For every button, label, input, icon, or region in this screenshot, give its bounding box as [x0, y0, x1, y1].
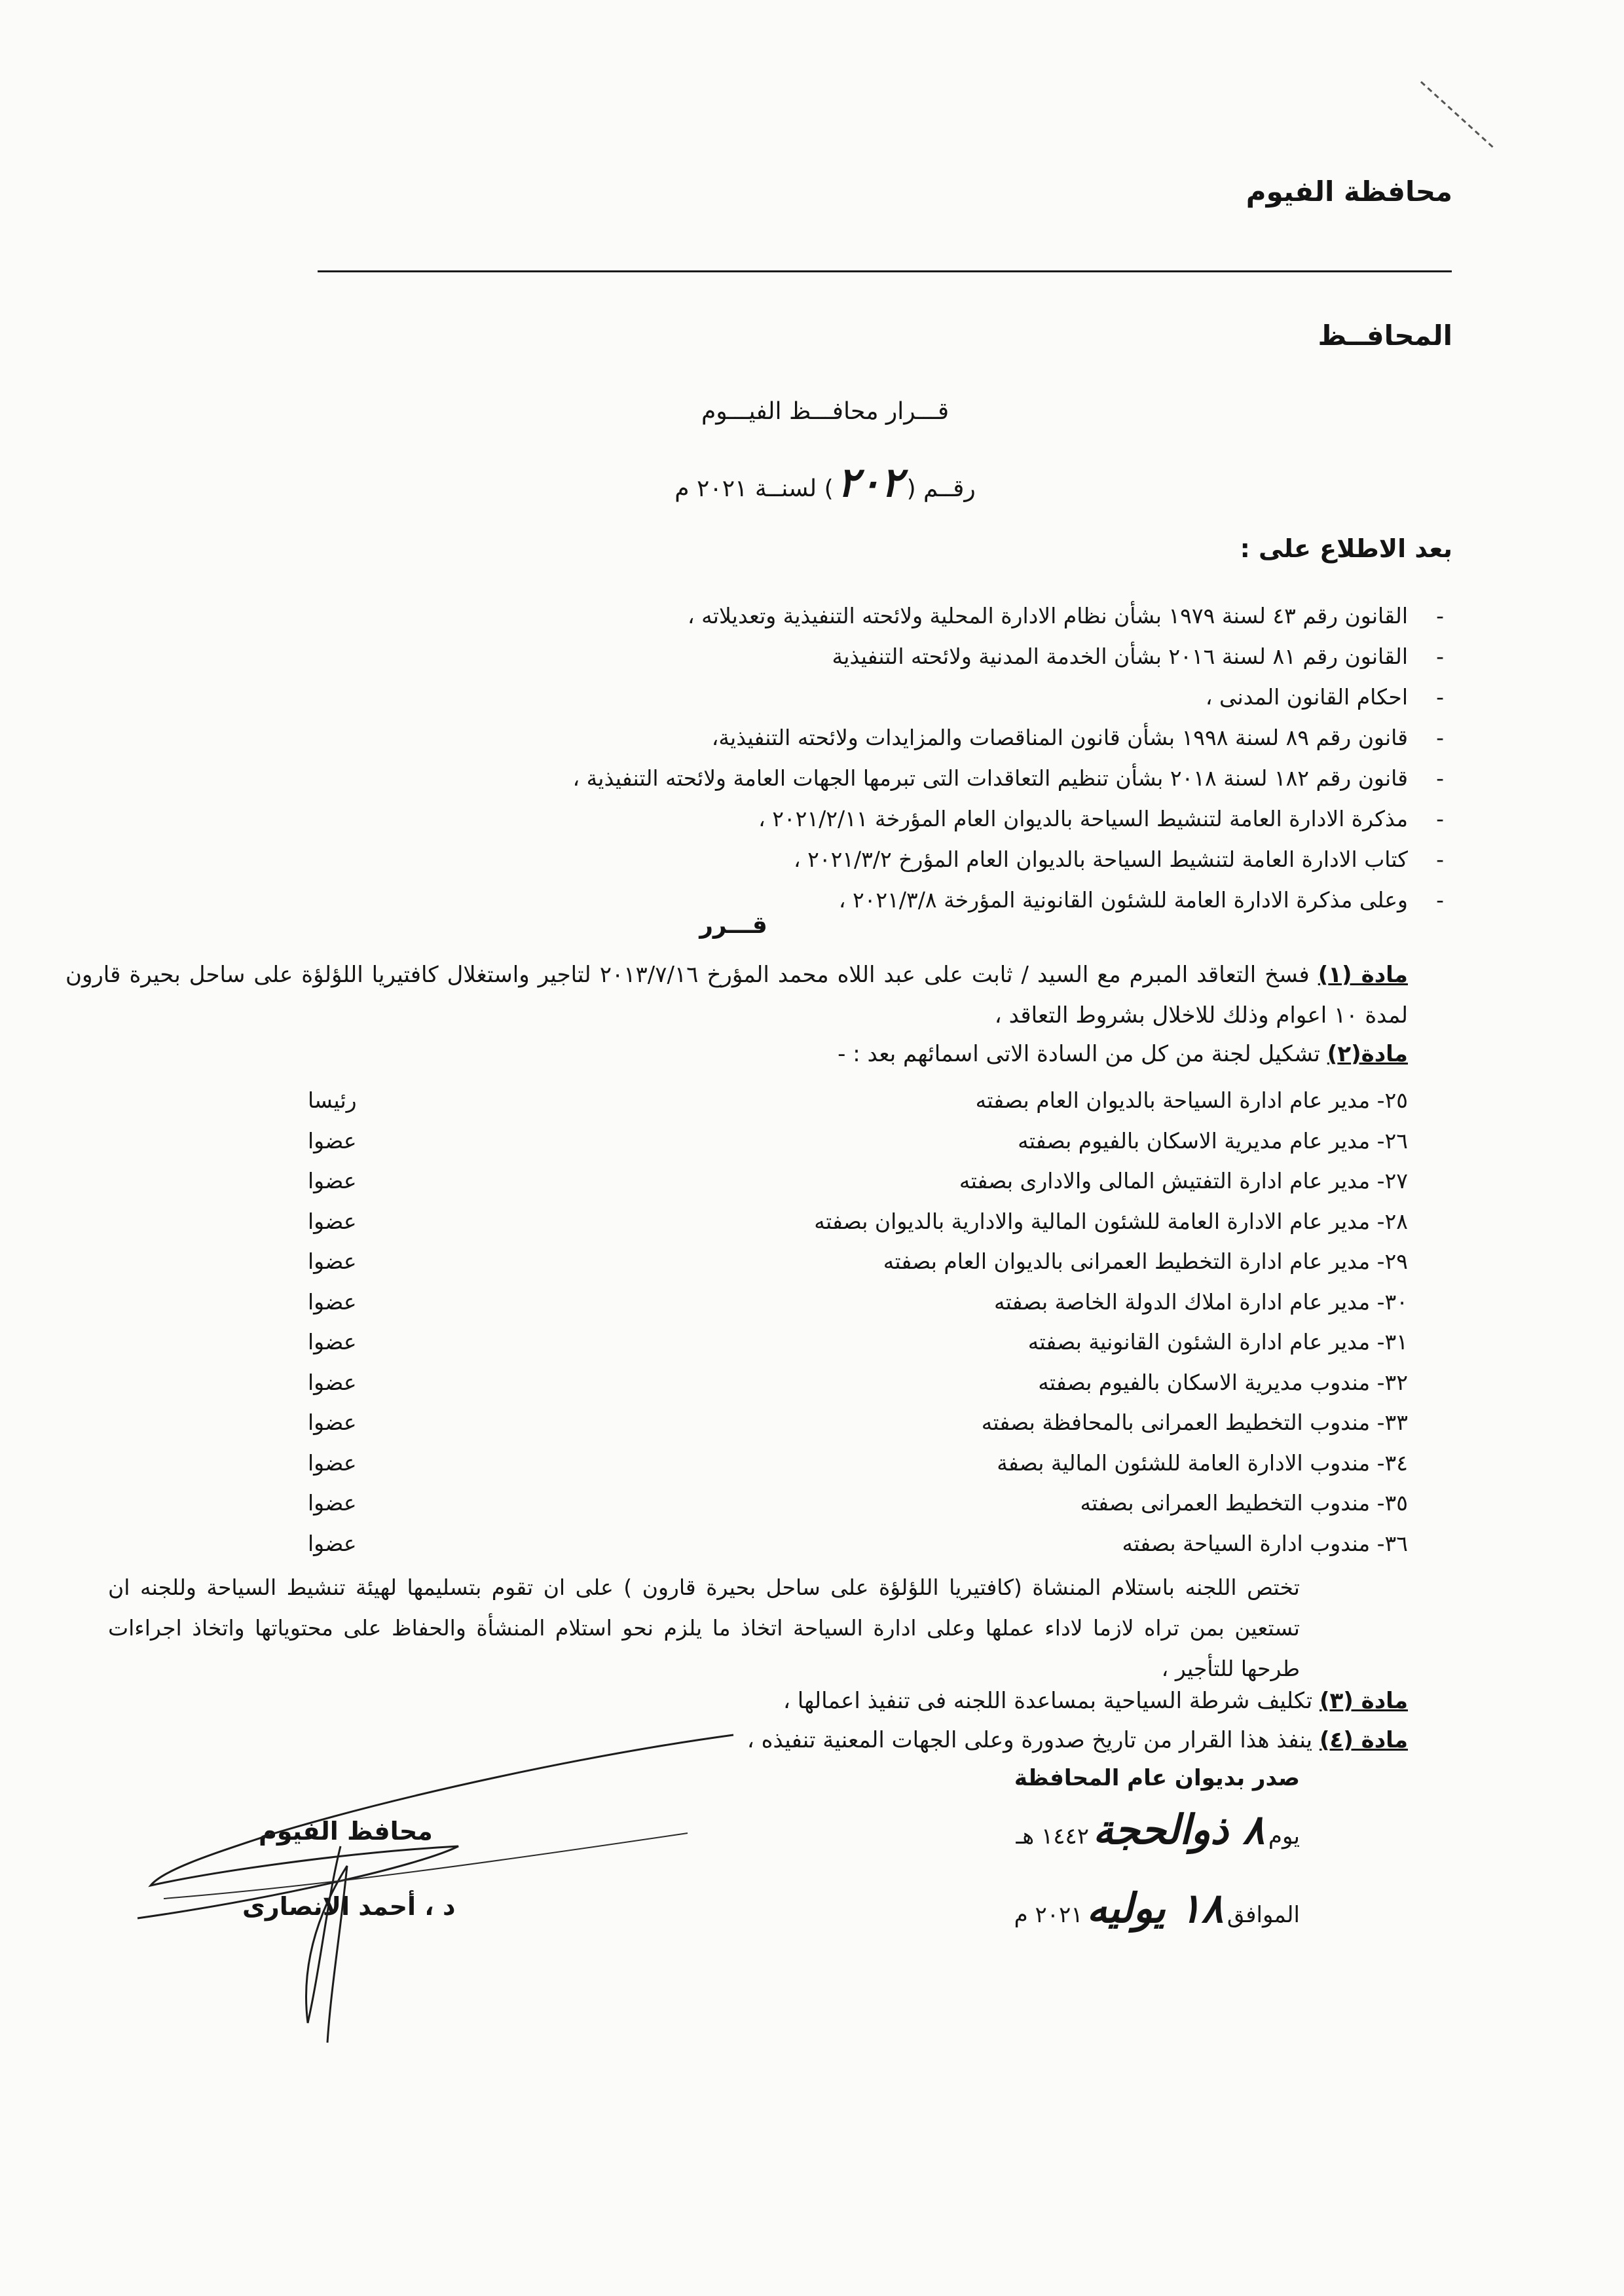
member-title: ٢٦- مدير عام مديرية الاسكان بالفيوم بصفته: [1018, 1127, 1408, 1154]
decree-number-handwritten: ٢٠٢: [837, 458, 903, 506]
member-role: عضوا: [308, 1490, 357, 1516]
member-title: ٣٦- مندوب ادارة السياحة بصفته: [1122, 1530, 1408, 1556]
member-title: ٣٢- مندوب مديرية الاسكان بالفيوم بصفته: [1038, 1369, 1408, 1395]
hijri-year: ١٤٤٢ هـ: [1016, 1823, 1090, 1850]
reference-item: - كتاب الادارة العامة لتنشيط السياحة بالديوان العام المؤرخ ٢٠٢١/٣/٢ ،: [572, 839, 1444, 880]
article-3-text: تكليف شرطة السياحية بمساعدة اللجنه فى تنفيذ اعمالها ،: [783, 1688, 1313, 1714]
reference-item: - احكام القانون المدنى ،: [572, 677, 1444, 718]
issued-at: صدر بديوان عام المحافظة: [1014, 1765, 1300, 1791]
governorate-header: محافظة الفيوم: [1246, 175, 1452, 208]
reference-item: - مذكرة الادارة العامة لتنشيط السياحة بالديوان العام المؤرخة ٢٠٢١/٢/١١ ،: [572, 799, 1444, 839]
committee-mandate: تختص اللجنه باستلام المنشاة (كافتيريا اللؤلؤة على ساحل بحيرة قارون ) على ان تقوم بتسليمها لهيئة تنشيط السياحة وللجنه ان تستعين بمن تراه لازما لاداء عملها وعلى ادارة السياحة اتخاذ ما يلزم نحو استلام المنشأة والحفاظ على محتوياتها واتخاذ اجراءات طرحها للتأجير ،: [108, 1575, 1300, 1681]
signature-icon: [138, 1735, 733, 1918]
corner-mark-icon: [1421, 82, 1493, 147]
reference-item: - وعلى مذكرة الادارة العامة للشئون القانونية المؤرخة ٢٠٢١/٣/٨ ،: [572, 880, 1444, 920]
member-role: عضوا: [308, 1208, 357, 1234]
decree-number-mid: ) لسنــة: [754, 475, 834, 502]
article-4-text: ينفذ هذا القرار من تاريخ صدورة وعلى الجهات المعنية تنفيذه ،: [747, 1727, 1313, 1753]
signer-name: د ، أحمد الانصارى: [242, 1892, 456, 1921]
article-2-text: تشكيل لجنة من كل من السادة الاتى اسمائهم بعد : -: [838, 1041, 1320, 1067]
member-title: ٣١- مدير عام ادارة الشئون القانونية بصفته: [1027, 1329, 1408, 1355]
member-role: عضوا: [308, 1127, 357, 1154]
decree-number-prefix: رقــم (: [906, 475, 976, 502]
member-role: عضوا: [308, 1248, 357, 1274]
reference-item: - قانون رقم ٨٩ لسنة ١٩٩٨ بشأن قانون المناقصات والمزايدات ولائحته التنفيذية،: [572, 718, 1444, 758]
member-role: عضوا: [308, 1329, 357, 1355]
member-role: عضوا: [308, 1410, 357, 1435]
member-role: عضوا: [308, 1168, 357, 1194]
office-title: المحافــظ: [1318, 319, 1452, 352]
gregorian-handwritten: ١٨ يوليه: [1086, 1884, 1223, 1932]
member-role: عضوا: [308, 1288, 357, 1315]
reference-item: - قانون رقم ١٨٢ لسنة ٢٠١٨ بشأن تنظيم التعاقدات التى تبرمها الجهات العامة ولائحته التنفيذية ،: [572, 758, 1444, 799]
article-2-label: مادة(٢): [1327, 1041, 1408, 1067]
article-1-text: فسخ التعاقد المبرم مع السيد / ثابت على عبد اللاه محمد المؤرخ ٢٠١٣/٧/١٦ لتاجير واستغلال كافتيريا اللؤلؤة على ساحل بحيرة قارون لمدة ١٠ اعوام وذلك للاخلال بشروط التعاقد ،: [65, 962, 1408, 1029]
member-role: رئيسا: [308, 1087, 357, 1113]
member-title: ٢٨- مدير عام الادارة العامة للشئون المالية والادارية بالديوان بصفته: [814, 1208, 1408, 1234]
member-title: ٣٥- مندوب التخطيط العمرانى بصفته: [1080, 1490, 1408, 1516]
article-4-label: مادة (٤): [1319, 1727, 1408, 1753]
reference-item: - القانون رقم ٤٣ لسنة ١٩٧٩ بشأن نظام الادارة المحلية ولائحته التنفيذية وتعديلاته ،: [572, 596, 1444, 636]
reference-item: - القانون رقم ٨١ لسنة ٢٠١٦ بشأن الخدمة المدنية ولائحته التنفيذية: [572, 636, 1444, 677]
gregorian-year: ٢٠٢١ م: [1014, 1902, 1083, 1928]
preamble-heading: بعد الاطلاع على :: [1240, 534, 1452, 563]
member-title: ٣٤- مندوب الادارة العامة للشئون المالية بصفة: [997, 1449, 1408, 1476]
member-role: عضوا: [308, 1530, 357, 1556]
signer-title: محافظ الفيوم: [259, 1817, 433, 1846]
member-title: ٢٥- مدير عام ادارة السياحة بالديوان العام بصفته: [975, 1087, 1408, 1113]
member-title: ٢٩- مدير عام ادارة التخطيط العمرانى بالديوان العام بصفته: [883, 1248, 1408, 1274]
article-1-label: مادة (١): [1318, 962, 1408, 988]
article-3-label: مادة (٣): [1319, 1688, 1408, 1714]
member-role: عضوا: [308, 1449, 357, 1476]
hijri-handwritten: ٨ ذوالحجة: [1093, 1806, 1264, 1853]
member-title: ٣٣- مندوب التخطيط العمرانى بالمحافظة بصفته: [981, 1410, 1408, 1435]
member-title: ٣٠- مدير عام ادارة املاك الدولة الخاصة بصفته: [993, 1288, 1408, 1315]
member-role: عضوا: [308, 1369, 357, 1395]
day-label: يوم: [1268, 1823, 1300, 1850]
corresponding-label: الموافق: [1227, 1902, 1300, 1928]
decree-title: قـــرار محافـــظ الفيـــوم: [701, 398, 950, 425]
decision-heading: قـــرر: [699, 912, 767, 939]
member-title: ٢٧- مدير عام ادارة التفتيش المالى والادارى بصفته: [959, 1168, 1408, 1194]
decree-year: ٢٠٢١ م: [674, 475, 748, 502]
